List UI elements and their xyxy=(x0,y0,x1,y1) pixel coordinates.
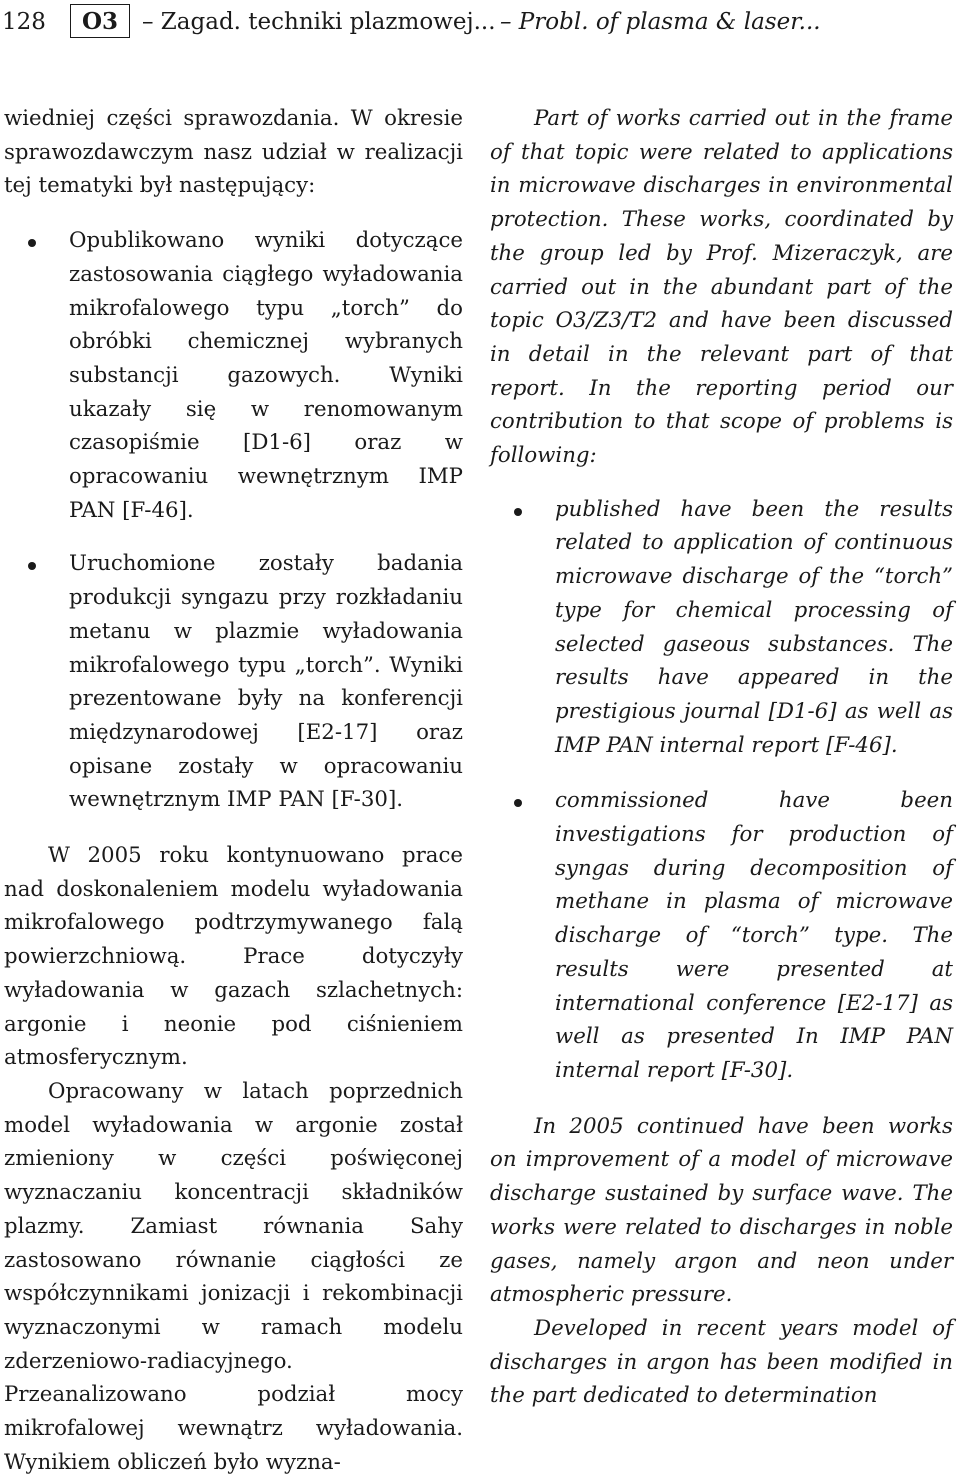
list-item-text: commissioned have been investigations for production of syngas during decomposition of methane in plasma of microwave discharge of “torch” type. The results were presented at international conference [E2-17] as well as presented In IMP PAN internal report [F-30]. xyxy=(555,788,953,1083)
polish-paragraph-2005: W 2005 roku kontynuowano prace nad doskonaleniem modelu wyładowania mikrofalowego podtrzymywanego falą powierzchniową. Prace dotyczyły wyładowania w gazach szlachetnych: argonie i neonie pod ciśnieniem atmosferycznym. xyxy=(4,843,463,1071)
polish-bullet-list xyxy=(4,224,463,817)
bullet-icon xyxy=(28,562,36,570)
bullet-icon xyxy=(514,799,522,807)
section-code-box: O3 xyxy=(70,4,130,38)
list-item xyxy=(4,547,463,817)
english-column xyxy=(490,102,953,1413)
polish-column xyxy=(4,102,463,1479)
english-paragraph-2005: In 2005 continued have been works on improvement of a model of microwave discharge sustained by surface wave. The works were related to discharges in noble gases, namely argon and neon under atmospheric pressure. xyxy=(490,1113,953,1308)
english-intro-paragraph: Part of works carried out in the frame of that topic were related to applications in microwave discharges in environmental protection. These works, coordinated by the group led by Prof. Mizeraczyk, are carried out in the abundant part of the topic O3/Z3/T2 and have been discussed in detail in the relevant part of that report. In the reporting period our contribution to that scope of problems is following: xyxy=(490,106,953,469)
running-title-polish: – Zagad. techniki plazmowej... xyxy=(142,9,496,35)
page-number: 128 xyxy=(2,9,46,35)
list-item xyxy=(490,784,953,1087)
list-item-text: published have been the results related to application of continuous microwave discharge of the “torch” type for chemical processing of selected gaseous substances. The results have appeared in the prestigious journal [D1-6] as well as IMP PAN internal report [F-46]. xyxy=(555,496,953,758)
list-item xyxy=(490,493,953,763)
bullet-icon xyxy=(28,239,36,247)
list-item-text: Opublikowano wyniki dotyczące zastosowania ciągłego wyładowania mikrofalowego typu „torch” do obróbki chemicznej wybranych substancji gazowych. Wyniki ukazały się w renomowanym czasopiśmie [D1-6] oraz w opracowaniu wewnętrznym IMP PAN [F-46]. xyxy=(69,228,463,523)
bullet-icon xyxy=(514,508,522,516)
page-header xyxy=(0,0,960,44)
polish-paragraph-model: Opracowany w latach poprzednich model wyładowania w argonie został zmieniony w części poświęconej wyznaczaniu koncentracji składników plazmy. Zamiast równania Sahy zastosowano równanie ciągłości ze współczynnikami jonizacji i rekombinacji wyznaczonymi w ramach modelu zderzeniowo-radiacyjnego. Przeanalizowano podział mocy mikrofalowej wewnątrz wyładowania. Wynikiem obliczeń było wyzna- xyxy=(4,1078,463,1475)
list-item-text: Uruchomione zostały badania produkcji syngazu przy rozkładaniu metanu w plazmie wyładowania mikrofalowego typu „torch”. Wyniki prezentowane były na konferencji międzynarodowej [E2-17] oraz opisane zostały w opracowaniu wewnętrznym IMP PAN [F-30]. xyxy=(69,551,463,813)
list-item xyxy=(4,224,463,527)
english-paragraph-model: Developed in recent years model of discharges in argon has been modified in the part dedicated to determination xyxy=(490,1315,953,1409)
running-title-english: – Probl. of plasma & laser... xyxy=(500,9,821,35)
english-bullet-list xyxy=(490,493,953,1088)
polish-intro-paragraph: wiedniej części sprawozdania. W okresie sprawozdawczym nasz udział w realizacji tej tematyki był następujący: xyxy=(4,106,463,199)
